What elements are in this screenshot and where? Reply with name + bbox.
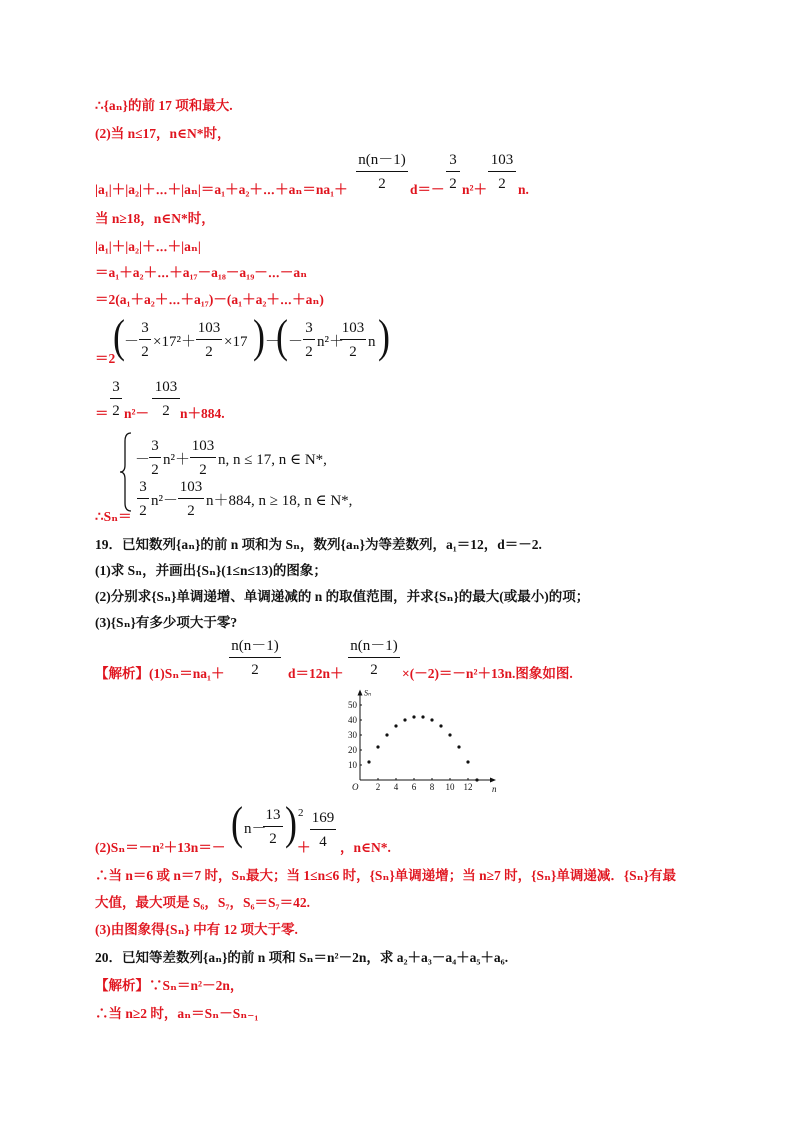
fraction-103-over-2: 103 2 [488,150,516,194]
right-paren: ) [378,310,390,362]
solution-19-2-tail: ，n∈N*. [340,840,391,855]
data-point [448,733,451,736]
times-17-squared: ×17²＋ [153,334,196,350]
case2-condition: n＋884, n ≥ 18, n ∈ N*, [206,493,353,509]
question-19-part2: (2)分别求{Sₙ}单调递增、单调递减的 n 的取值范围，并求{Sₙ}的最大(或最小)的项； [95,589,590,604]
fraction-103-over-2: 103 2 [152,377,180,421]
n-squared-plus: n²＋ [163,452,190,468]
data-point [376,745,379,748]
data-point [430,718,433,721]
x-tick-label: 6 [411,782,417,792]
data-point [403,718,406,721]
x-tick-label: 4 [393,782,399,792]
origin-label: O [352,782,359,792]
solution-19-2-explain: ∴当 n＝6 或 n＝7 时，Sₙ最大；当 1≤n≤6 时，{Sₙ}单调递增；当 n≥7 时，{Sₙ}单调递减．{Sₙ}有最 [95,868,676,883]
fraction-3-over-2: 3 2 [137,477,149,521]
left-paren: ( [276,310,288,362]
fraction-103-over-2: 103 2 [191,438,215,478]
fraction-103-over-2: 103 2 [341,320,365,360]
regroup-step: ＝2(a₁＋a₂＋⋯＋a₁₇)－(a₁＋a₂＋⋯＋aₙ) [95,292,324,307]
solution-20-line1: 【解析】∵Sₙ＝n²－2n， [95,978,244,993]
x-tick-label: 8 [429,782,435,792]
abs-sum: |a₁|＋|a₂|＋⋯＋|aₙ| [95,239,201,254]
case-header-2: 当 n≥18，n∈N*时， [95,211,215,226]
fraction-3-over-2: 3 2 [149,436,161,480]
minus-sign: － [288,334,304,350]
n-squared-plus: n²＋ [317,334,344,350]
question-19-part3: (3){Sₙ}有多少项大于零? [95,615,238,630]
case1-condition: n, n ≤ 17, n ∈ N*, [218,452,327,468]
solution-19-2-plus: ＋ [297,840,311,855]
data-point [394,724,397,727]
solution-19-1-mid: d＝12n＋ [288,666,344,681]
conclusion-line: ∴{aₙ}的前 17 项和最大. [95,98,233,113]
x-axis-label: n [492,784,497,794]
left-paren: ( [113,310,125,362]
n-var: n [368,334,376,350]
solution-19-1: 【解析】(1)Sₙ＝na₁＋ [95,666,225,681]
data-point [439,724,442,727]
fraction-nn1-over-2: n(n－1) 2 [348,636,400,680]
fraction-103-over-2: 103 2 [179,479,203,519]
x-tick-label: 2 [375,782,381,792]
question-19: 19．已知数列{aₙ}的前 n 项和为 Sₙ，数列{aₙ}为等差数列，a₁＝12，d＝－2. [95,537,542,552]
n-minus: n－ [244,821,267,837]
x-tick-label: 10 [445,782,455,792]
x-axis-arrow [490,778,496,783]
minus-sign: － [135,452,151,468]
solution-20-line2: ∴当 n≥2 时，aₙ＝Sₙ－Sₙ₋₁ [95,1006,259,1021]
fraction-nn1-over-2: n(n－1) 2 [229,636,281,680]
y-axis-arrow [358,690,363,696]
fraction-103-over-2: 103 2 [197,320,221,360]
question-20: 20．已知等差数列{aₙ}的前 n 项和 Sₙ＝n²－2n，求 a₂＋a₃－a₄＋a₅＋a₆. [95,950,509,965]
sum-abs-formula: |a₁|＋|a₂|＋⋯＋|aₙ|＝a₁＋a₂＋⋯＋aₙ＝na₁＋ [95,182,348,197]
formula-n-part: n. [518,182,529,197]
data-point [412,715,415,718]
sn-result-label: ∴Sₙ＝ [95,509,132,524]
sn-scatter-chart [338,688,497,796]
question-19-part1: (1)求 Sₙ，并画出{Sₙ}(1≤n≤13)的图象； [95,563,327,578]
y-tick-label: 50 [348,700,357,710]
right-paren: ) [285,797,297,849]
data-point [457,745,460,748]
x-tick-label: 12 [463,782,473,792]
y-tick-label: 40 [348,715,357,725]
formula-d-part: d＝－ [410,182,445,197]
right-paren: ) [253,310,265,362]
left-paren: ( [231,797,243,849]
y-tick-label: 10 [348,760,357,770]
fraction-13-over-2: 13 2 [263,805,283,849]
square-exponent: 2 [298,807,304,819]
double-step-lead: ＝2 [95,351,116,366]
fraction-169-over-4: 169 4 [311,810,335,850]
times-17: ×17 [224,334,248,350]
formula-n2-part: n²＋ [462,182,488,197]
fraction-3-over-2: 3 2 [446,150,460,194]
fraction-nn1-over-2: n(n－1) 2 [356,150,408,194]
solution-19-2: (2)Sₙ＝－n²＋13n＝－ [95,840,226,855]
solution-19-3: (3)由图象得{Sₙ} 中有 12 项大于零. [95,922,298,937]
y-tick-label: 20 [348,745,357,755]
case-header-1: (2)当 n≤17，n∈N*时， [95,126,231,141]
data-point [475,778,478,781]
data-point [385,733,388,736]
y-axis-label: Sₙ [364,688,372,698]
fraction-3-over-2: 3 2 [139,318,151,362]
minus-sign: － [265,334,281,350]
result-eq: ＝ [95,406,109,421]
fraction-3-over-2: 3 2 [110,377,122,421]
minus-sign: － [124,334,140,350]
y-tick-label: 30 [348,730,357,740]
result-n2: n²－ [124,406,150,421]
fraction-3-over-2: 3 2 [303,318,315,362]
data-point [466,760,469,763]
solution-19-2-max: 大值，最大项是 S₆，S₇，S₆＝S₇＝42. [95,895,310,910]
data-point [367,760,370,763]
expand-step: ＝a₁＋a₂＋⋯＋a₁₇－a₁₈－a₁₉－⋯－aₙ [95,265,308,280]
data-point [421,715,424,718]
case2-n2-minus: n²－ [151,493,178,509]
solution-19-1-tail: ×(－2)＝－n²＋13n.图象如图. [402,666,573,681]
piecewise-brace [119,431,133,513]
result-tail: n＋884. [180,406,225,421]
